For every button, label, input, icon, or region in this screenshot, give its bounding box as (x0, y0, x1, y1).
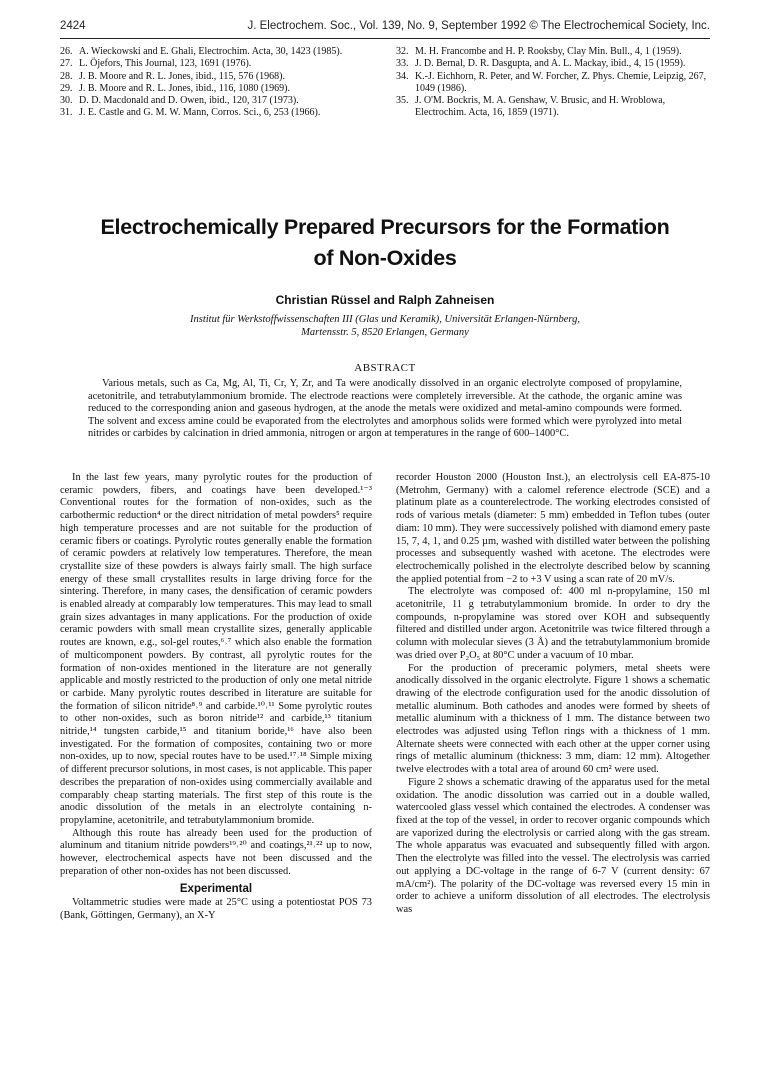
body-paragraph: Figure 2 shows a schematic drawing of the apparatus used for the metal oxidation. The anodic dissolution was carried out in a double walled, watercooled glass vessel which contained the electrodes. A condenser was fixed at the top of the vessel, in order to recover organic compounds which are vaporized during the electrolysis or carried along with the gas stream. The whole apparatus was evacuated and subsequently filled with argon. Then the electrolyte was filled into the vessel. The electrolysis was carried out applying a DC-voltage in the range of 6-7 V (current density: 67 mA/cm²). The polarity of the DC-voltage was reversed every 15 min in order to achieve a uniform dissolution of all electrodes. The electrolysis was (396, 776, 710, 915)
reference-number: 28. (60, 70, 73, 82)
reference-number: 32. (396, 46, 409, 57)
journal-citation-line: J. Electrochem. Soc., Vol. 139, No. 9, September 1992 © The Electrochemical Society, Inc. (247, 20, 710, 32)
header-rule (60, 38, 710, 39)
body-left-column (60, 472, 372, 923)
article-title (60, 212, 710, 274)
reference-item (396, 46, 710, 58)
reference-text: A. Wieckowski and E. Ghali, Electrochim. Acta, 30, 1423 (1985). (79, 46, 343, 57)
page-number: 2424 (60, 20, 86, 32)
reference-item (396, 58, 710, 70)
title-line-1: Electrochemically Prepared Precursors for the Formation (100, 215, 670, 239)
reference-text: M. H. Francombe and H. P. Rooksby, Clay Min. Bull., 4, 1 (1959). (415, 46, 682, 57)
running-header (60, 20, 710, 36)
reference-number: 34. (396, 70, 409, 82)
affiliation-line-2: Martensstr. 5, 8520 Erlangen, Germany (301, 327, 469, 338)
reference-number: 31. (60, 107, 73, 119)
reference-item (60, 58, 372, 70)
abstract-text: Various metals, such as Ca, Mg, Al, Ti, Cr, Y, Zr, and Ta were anodically dissolved in an organic electrolyte composed of propylamine, acetonitrile, and tetrabutylammonium bromide. The electrode reactions were completely irreversible. At the cathode, the organic amine was reduced to the corresponding anion and gaseous hydrogen, at the anode the metals were oxidized and metal-amino compounds were formed. The solvent and excess amine could be evaporated from the electrolytes and amorphous solids were formed which were pyrolyzed into metal nitrides or carbides by calcination in dried ammonia, nitrogen or argon at temperatures in the range of 600–1400°C. (88, 378, 682, 439)
abstract-heading: ABSTRACT (354, 362, 416, 374)
reference-text: J. O'M. Bockris, M. A. Genshaw, V. Brusic, and H. Wroblowa, Electrochim. Acta, 16, 1859 (1971). (415, 95, 666, 119)
reference-text: J. B. Moore and R. L. Jones, ibid., 116, 1080 (1969). (79, 82, 291, 94)
body-paragraph: For the production of preceramic polymers, metal sheets were anodically dissolved in the organic electrolyte. Figure 1 shows a schematic drawing of the electrode configuration used for the anodic dissolution of metallic aluminum. Both cathodes and anodes were formed by sheets of metallic aluminum with a thickness of 1 mm. The distance between two electrodes was adjusted using Teflon rings with a thickness of 1 mm. Alternate sheets were connected with each other at the upper corner using rings of metallic aluminum (thickness: 3 mm, diam: 12 mm). Altogether twelve electrodes with a total area of around 60 cm² were used. (396, 662, 710, 776)
reference-item (60, 95, 372, 107)
body-paragraph: Although this route has already been used for the production of aluminum and titanium nitride powders¹⁹˒²⁰ and coatings,²¹˒²² up to now, however, electrochemical aspects have not been discussed and the preparation of other non-oxides has not been discussed. (60, 827, 372, 877)
section-heading-experimental: Experimental (179, 882, 253, 895)
affiliation (60, 313, 710, 339)
reference-item (60, 71, 372, 83)
reference-text: J. B. Moore and R. L. Jones, ibid., 115, 576 (1968). (79, 70, 286, 82)
references-left-column (60, 46, 372, 120)
title-line-2: of Non-Oxides (313, 246, 457, 270)
body-paragraph: In the last few years, many pyrolytic routes for the production of ceramic powders, fibers, and coatings have been developed.¹⁻³ Conventional routes for the formation of non-oxides, such as the carbothermic reduction⁴ or the direct nitridation of metal powders⁵ require high temperature processes and are not suitable for the production of ceramic fibers or coatings. Pyrolytic routes generally enable the formation of ceramic powders at relatively low temperatures. Therefore, the mean crystallite size of these powders is always fairly small. The high surface energy of these small crystallites results in large driving force for the sintering. Therefore, in many cases, the densification of ceramic powders is enabled already at comparably low temperatures. This may lead to small grain sizes advantages in many applications. For the production of oxide ceramic powders with small mean crystallite sizes, generally applicable routes are known, e.g., sol-gel routes,⁶˒⁷ which also enable the formation of multicomponent powders. By contrast, all pyrolytic routes for the formation of non-oxides mentioned in the literature are not generally applicable and mostly restricted to the production of only one metal nitride or carbide. Many pyrolytic routes described in literature are suitable for the formation of silicon nitride⁸˒⁹ and carbide.¹⁰˒¹¹ Some pyrolytic routes to other non-oxides, such as boron nitride¹² and carbide,¹³ titanium nitride,¹⁴ tungsten carbide,¹⁵ and titanium boride,¹⁶ have also been investigated. For the formation of composites, containing two or more non-oxides, up to now, special routes have to be used.¹⁷˒¹⁸ Simple mixing of different precursor solutions, in most cases, is not applicable. This paper describes the preparation of non-oxides using commercially available and comparably cheap starting materials. The first step of this route is the anodic dissolution of the metals in an electrolyte containing n-propylamine, acetonitrile, and tetrabutylammonium bromide. (60, 472, 372, 826)
reference-item (396, 71, 710, 96)
reference-number: 35. (396, 95, 409, 107)
reference-text: L. Öjefors, This Journal, 123, 1691 (1976). (79, 58, 252, 70)
reference-number: 29. (60, 82, 73, 94)
reference-text: J. D. Bernal, D. R. Dasgupta, and A. L. Mackay, ibid., 4, 15 (1959). (415, 58, 686, 70)
authors: Christian Rüssel and Ralph Zahneisen (275, 293, 495, 307)
affiliation-line-1: Institut für Werkstoffwissenschaften III (Glas und Keramik), Universität Erlangen-Nürnberg, (189, 314, 581, 325)
reference-item (60, 107, 372, 119)
reference-number: 27. (60, 58, 73, 70)
reference-item (60, 83, 372, 95)
body-paragraph: Voltammetric studies were made at 25°C using a potentiostat POS 73 (Bank, Göttingen, Germany), an X-Y (60, 897, 372, 921)
reference-text: D. D. Macdonald and D. Owen, ibid., 120, 317 (1973). (79, 95, 299, 107)
body-paragraph: The electrolyte was composed of: 400 ml n-propylamine, 150 ml acetonitrile, 11 g tetrabutylammonium bromide. In order to dry the compounds, n-propylamine was stored over KOH and subsequently filtered and distilled under argon. Acetonitrile was twice filtered through a column with molecular sieves (3 Å) and the tetrabutylammonium bromide was dried over P₂O₅ at 80°C under a vacuum of 10 mbar. (396, 586, 710, 661)
body-paragraph: recorder Houston 2000 (Houston Inst.), an electrolysis cell EA-875-10 (Metrohm, Germany) with a calomel reference electrode (SCE) and a platinum plate as a counterelectrode. The working electrodes consisted of rods of various metals (diameter: 5 mm) embedded in Teflon tubes (outer diam: 10 mm). They were successively polished with diamond emery paste 15, 7, 4, 1, and 0.25 µm, washed with distilled water between the polishing processes and subsequently washed with acetone. The electrodes were electrochemically polished in the electrolyte described below by scanning the applied potential from −2 to +3 V using a scan rate of 20 mV/s. (396, 472, 710, 585)
reference-number: 30. (60, 95, 73, 107)
references-right-column (396, 46, 710, 120)
reference-item (60, 46, 372, 58)
reference-number: 33. (396, 58, 409, 70)
reference-text: K.-J. Eichhorn, R. Peter, and W. Forcher, Z. Phys. Chemie, Leipzig, 267, 1049 (1986). (415, 70, 707, 94)
reference-number: 26. (60, 46, 73, 57)
reference-text: J. E. Castle and G. M. W. Mann, Corros. Sci., 6, 253 (1966). (79, 107, 321, 119)
body-right-column (396, 472, 710, 917)
reference-item (396, 95, 710, 120)
